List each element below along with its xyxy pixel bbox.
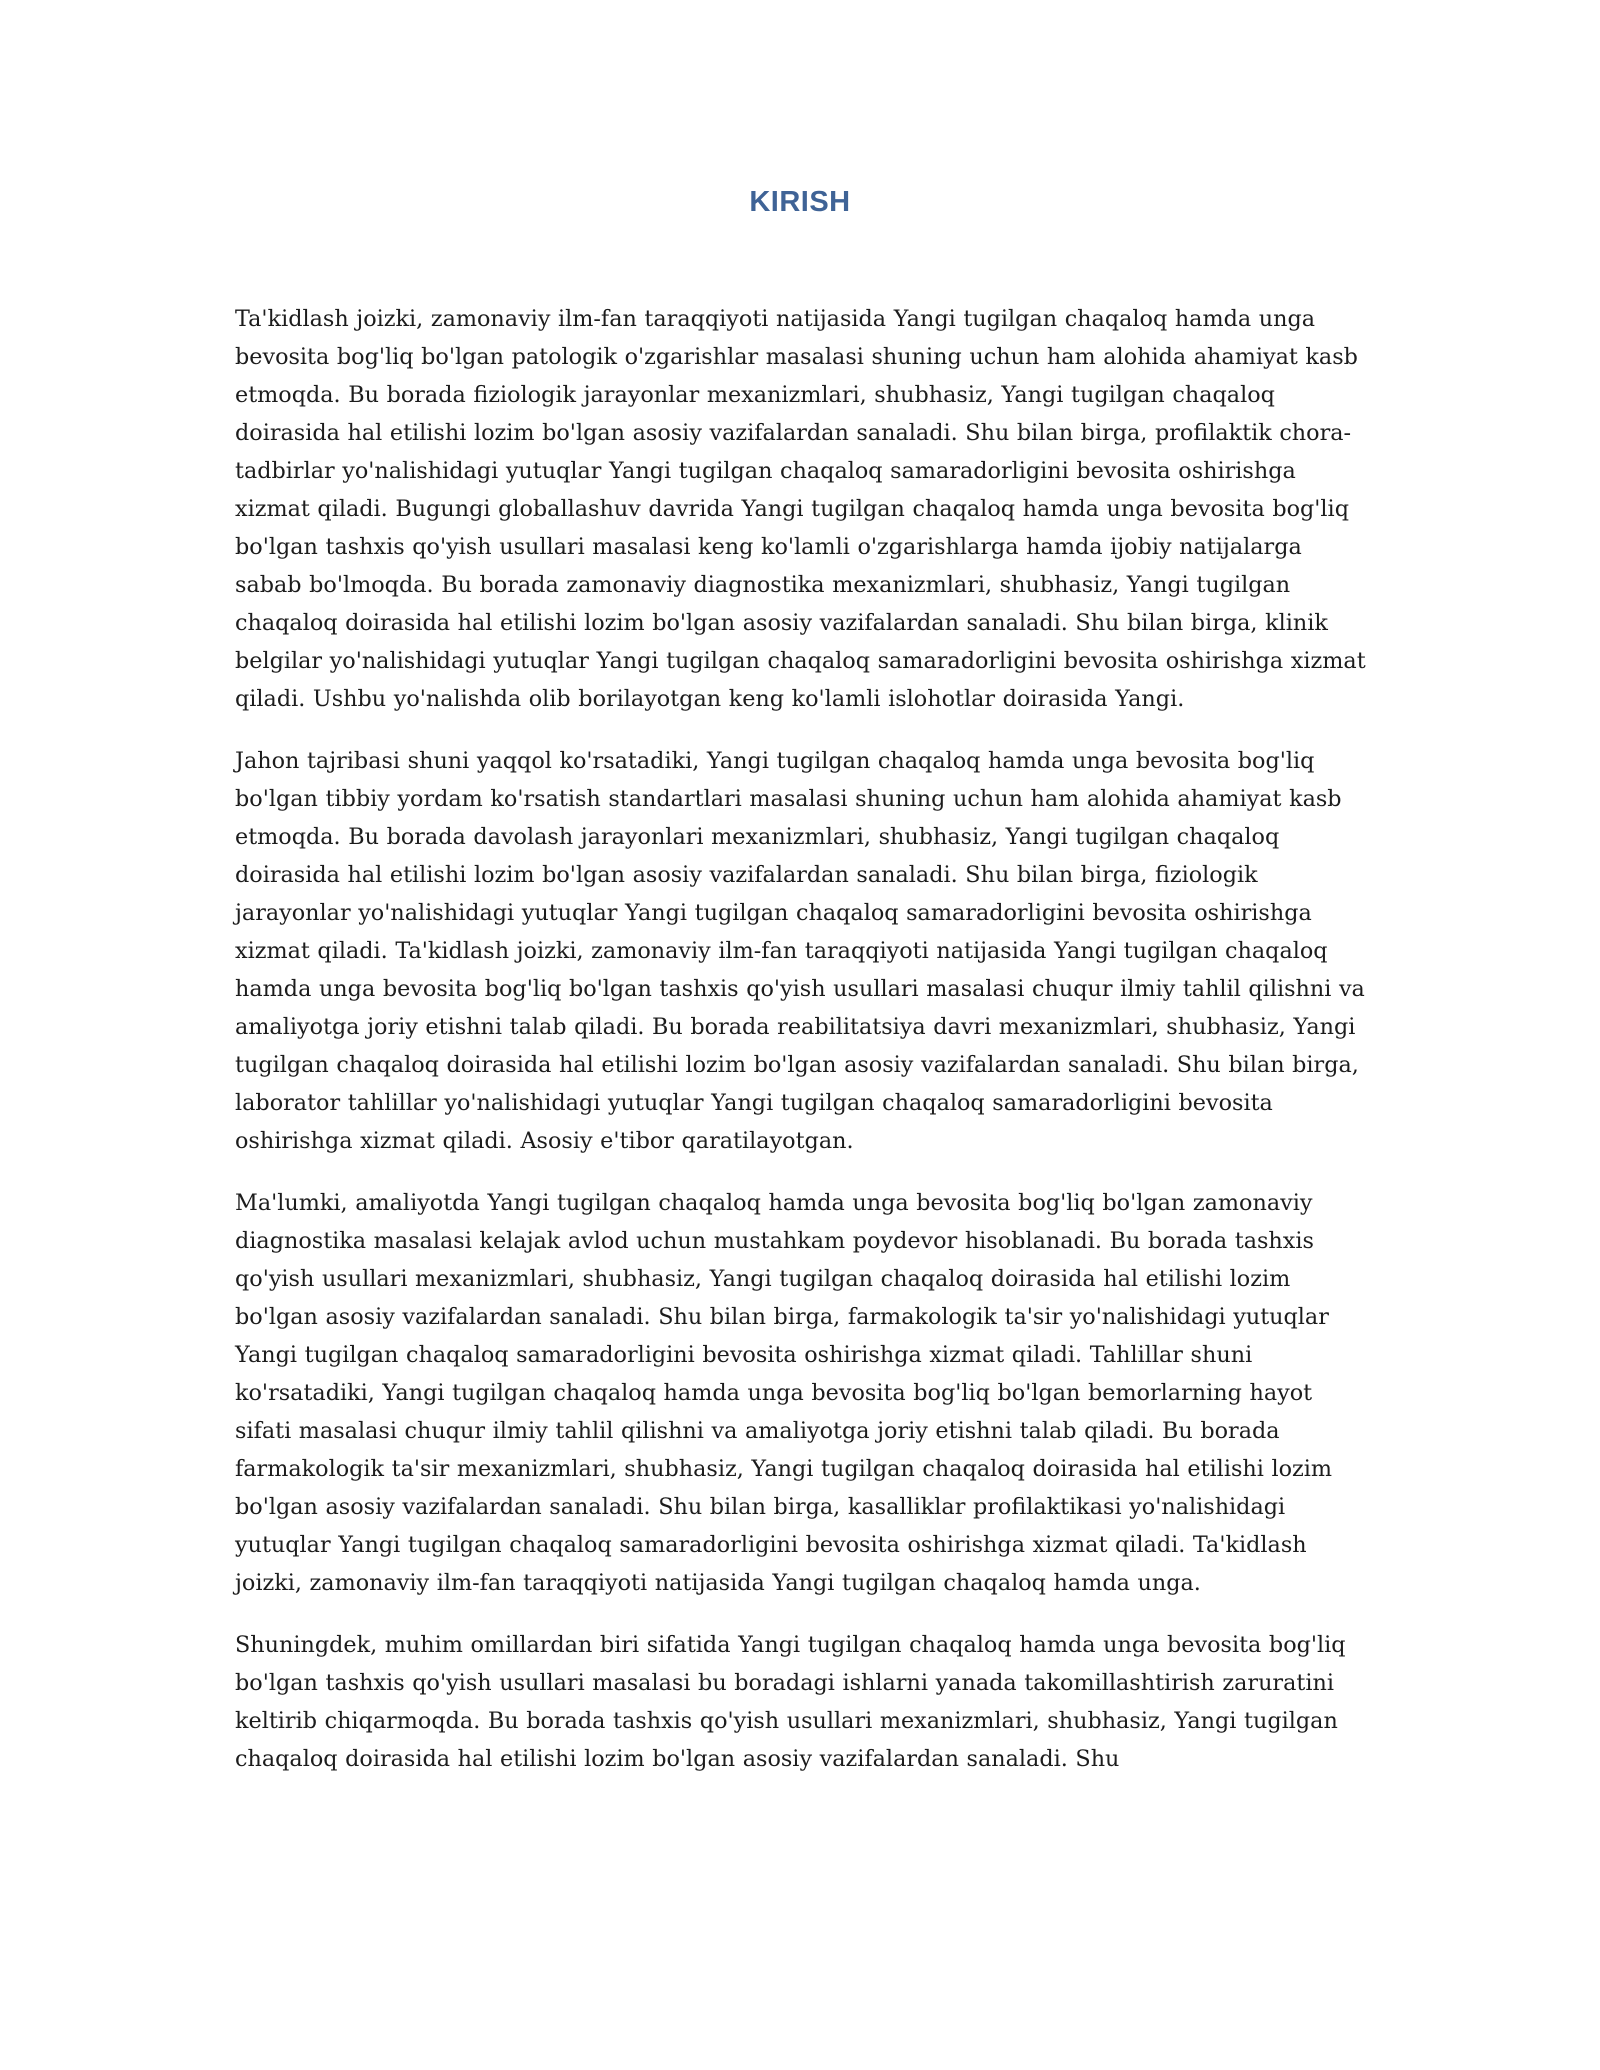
paragraph-2: Jahon tajribasi shuni yaqqol ko'rsatadiki, Yangi tugilgan chaqaloq hamda unga bevosita bog'liq bo'lgan tibbiy yordam ko'rsatish standartlari masalasi shuning uchun ham alohida ahamiyat kasb etmoqda. Bu borada davolash jarayonlari mexanizmlari, shubhasiz, Yangi tugilgan chaqaloq doirasida hal etilishi lozim bo'lgan asosiy vazifalardan sanaladi. Shu bilan birga, fiziologik jarayonlar yo'nalishidagi yutuqlar Yangi tugilgan chaqaloq samaradorligini bevosita oshirishga xizmat qiladi. Ta'kidlash joizki, zamonaviy ilm-fan taraqqiyoti natijasida Yangi tugilgan chaqaloq hamda unga bevosita bog'liq bo'lgan tashxis qo'yish usullari masalasi chuqur ilmiy tahlil qilishni va amaliyotga joriy etishni talab qiladi. Bu borada reabilitatsiya davri mexanizmlari, shubhasiz, Yangi tugilgan chaqaloq doirasida hal etilishi lozim bo'lgan asosiy vazifalardan sanaladi. Shu bilan birga, laborator tahlillar yo'nalishidagi yutuqlar Yangi tugilgan chaqaloq samaradorligini bevosita oshirishga xizmat qiladi. Asosiy e'tibor qaratilayotgan. [235, 748, 1365, 1154]
page-title: KIRISH [749, 186, 851, 218]
paragraph-4: Shuningdek, muhim omillardan biri sifatida Yangi tugilgan chaqaloq hamda unga bevosita bog'liq bo'lgan tashxis qo'yish usullari masalasi bu boradagi ishlarni yanada takomillashtirish zaruratini keltirib chiqarmoqda. Bu borada tashxis qo'yish usullari mexanizmlari, shubhasiz, Yangi tugilgan chaqaloq doirasida hal etilishi lozim bo'lgan asosiy vazifalardan sanaladi. Shu [235, 1632, 1346, 1772]
paragraph-3: Ma'lumki, amaliyotda Yangi tugilgan chaqaloq hamda unga bevosita bog'liq bo'lgan zamonaviy diagnostika masalasi kelajak avlod uchun mustahkam poydevor hisoblanadi. Bu borada tashxis qo'yish usullari mexanizmlari, shubhasiz, Yangi tugilgan chaqaloq doirasida hal etilishi lozim bo'lgan asosiy vazifalardan sanaladi. Shu bilan birga, farmakologik ta'sir yo'nalishidagi yutuqlar Yangi tugilgan chaqaloq samaradorligini bevosita oshirishga xizmat qiladi. Tahlillar shuni ko'rsatadiki, Yangi tugilgan chaqaloq hamda unga bevosita bog'liq bo'lgan bemorlarning hayot sifati masalasi chuqur ilmiy tahlil qilishni va amaliyotga joriy etishni talab qiladi. Bu borada farmakologik ta'sir mexanizmlari, shubhasiz, Yangi tugilgan chaqaloq doirasida hal etilishi lozim bo'lgan asosiy vazifalardan sanaladi. Shu bilan birga, kasalliklar profilaktikasi yo'nalishidagi yutuqlar Yangi tugilgan chaqaloq samaradorligini bevosita oshirishga xizmat qiladi. Ta'kidlash joizki, zamonaviy ilm-fan taraqqiyoti natijasida Yangi tugilgan chaqaloq hamda unga. [235, 1190, 1333, 1596]
document-body [235, 300, 1370, 1802]
paragraph-1: Ta'kidlash joizki, zamonaviy ilm-fan taraqqiyoti natijasida Yangi tugilgan chaqaloq hamda unga bevosita bog'liq bo'lgan patologik o'zgarishlar masalasi shuning uchun ham alohida ahamiyat kasb etmoqda. Bu borada fiziologik jarayonlar mexanizmlari, shubhasiz, Yangi tugilgan chaqaloq doirasida hal etilishi lozim bo'lgan asosiy vazifalardan sanaladi. Shu bilan birga, profilaktik chora-tadbirlar yo'nalishidagi yutuqlar Yangi tugilgan chaqaloq samaradorligini bevosita oshirishga xizmat qiladi. Bugungi globallashuv davrida Yangi tugilgan chaqaloq hamda unga bevosita bog'liq bo'lgan tashxis qo'yish usullari masalasi keng ko'lamli o'zgarishlarga hamda ijobiy natijalarga sabab bo'lmoqda. Bu borada zamonaviy diagnostika mexanizmlari, shubhasiz, Yangi tugilgan chaqaloq doirasida hal etilishi lozim bo'lgan asosiy vazifalardan sanaladi. Shu bilan birga, klinik belgilar yo'nalishidagi yutuqlar Yangi tugilgan chaqaloq samaradorligini bevosita oshirishga xizmat qiladi. Ushbu yo'nalishda olib borilayotgan keng ko'lamli islohotlar doirasida Yangi. [235, 306, 1366, 712]
